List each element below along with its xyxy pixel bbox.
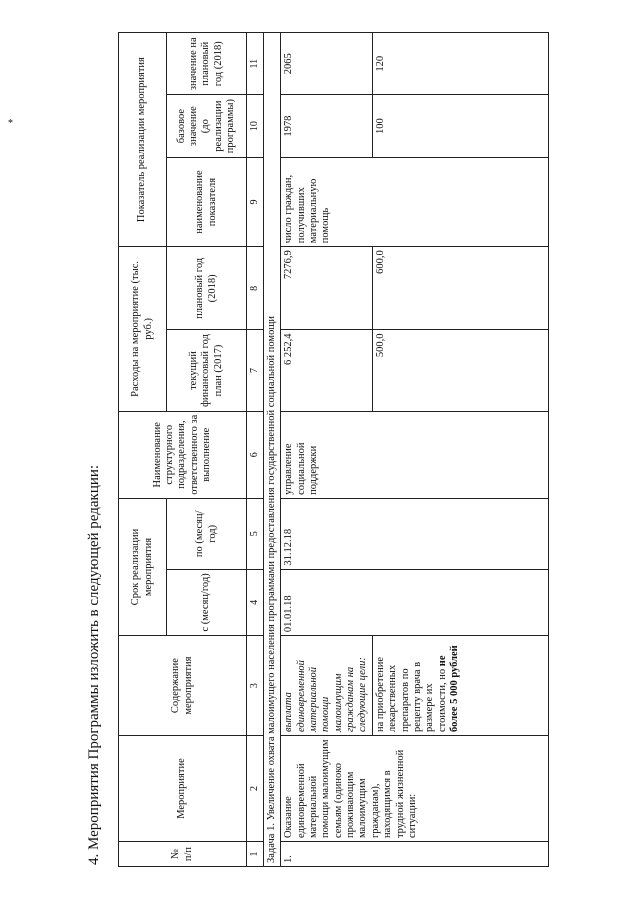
content-italic: выплата единовременной материальной помощи малоимущим гражданам на следующие цели: bbox=[281, 636, 373, 736]
col-number: 2 bbox=[247, 735, 264, 841]
col-number: 7 bbox=[247, 330, 264, 411]
header-indicator: Показатель реализации мероприятия bbox=[119, 33, 167, 247]
cost-planned: 7276,9 bbox=[281, 247, 373, 330]
header-costs: Расходы на мероприятие (тыс. руб.) bbox=[119, 247, 167, 411]
col-number: 9 bbox=[247, 157, 264, 246]
term-from: 01.01.18 bbox=[281, 569, 549, 636]
table-row bbox=[281, 33, 373, 867]
content-plain bbox=[372, 636, 548, 736]
task-row bbox=[263, 33, 280, 867]
header-costs-planned: плановый год (2018) bbox=[167, 247, 247, 330]
header-responsible: Наименование структурного подразделения, ответственного за выполнение bbox=[119, 411, 247, 498]
col-number: 5 bbox=[247, 498, 264, 569]
col-number: 10 bbox=[247, 95, 264, 157]
col-number: 11 bbox=[247, 33, 264, 95]
term-to: 31.12.18 bbox=[281, 498, 549, 569]
header-term: Срок реализации мероприятия bbox=[119, 498, 167, 635]
cost-current-2: 500,0 bbox=[372, 330, 548, 411]
header-indicator-base: базовое значение (до реализации программы) bbox=[167, 95, 247, 157]
event-name: Оказание единовременной материальной помощи малоимущим семьям (одиноко проживающим малоимущим гражданам), находящимся в трудной жизненной ситуации: bbox=[281, 735, 549, 841]
col-number: 8 bbox=[247, 247, 264, 330]
indicator-planned: 2065 bbox=[281, 33, 373, 95]
col-number: 6 bbox=[247, 411, 264, 498]
header-row-1 bbox=[119, 33, 167, 867]
content-bold-text: не более 5 000 рублей bbox=[436, 645, 461, 732]
col-number: 4 bbox=[247, 569, 264, 636]
header-indicator-planned: значение на плановый год (2018) bbox=[167, 33, 247, 95]
task-title: Задача 1. Увеличение охвата малоимущего населения программами предоставления государственной социальной помощи bbox=[263, 33, 280, 867]
responsible-unit: управление социальной поддержки bbox=[281, 411, 549, 498]
header-content: Содержание мероприятия bbox=[119, 636, 247, 736]
corner-mark: * bbox=[8, 118, 13, 129]
header-indicator-name: наименование показателя bbox=[167, 157, 247, 246]
header-num: № п/п bbox=[119, 842, 247, 867]
cost-current: 6 252,4 bbox=[281, 330, 373, 411]
col-number: 1 bbox=[247, 842, 264, 867]
content-plain-text: на приобретение лекарственных препаратов по рецепту врача в размере их стоимости, но bbox=[374, 656, 448, 732]
col-number: 3 bbox=[247, 636, 264, 736]
header-costs-current: текущий финансовый год план (2017) bbox=[167, 330, 247, 411]
indicator-planned-2: 120 bbox=[372, 33, 548, 95]
header-event: Мероприятие bbox=[119, 735, 247, 841]
header-term-to: по (месяц/год) bbox=[167, 498, 247, 569]
indicator-base: 1978 bbox=[281, 95, 373, 157]
section-heading: 4. Мероприятия Программы изложить в следующей редакции: bbox=[86, 464, 102, 865]
indicator-base-2: 100 bbox=[372, 95, 548, 157]
row-number: 1. bbox=[281, 842, 549, 867]
header-term-from: с (месяц/год) bbox=[167, 569, 247, 636]
measures-table bbox=[118, 32, 549, 867]
indicator-name: число граждан, получивших материальную помощь bbox=[281, 157, 549, 246]
column-numbers-row bbox=[247, 33, 264, 867]
cost-planned-2: 600,0 bbox=[372, 247, 548, 330]
